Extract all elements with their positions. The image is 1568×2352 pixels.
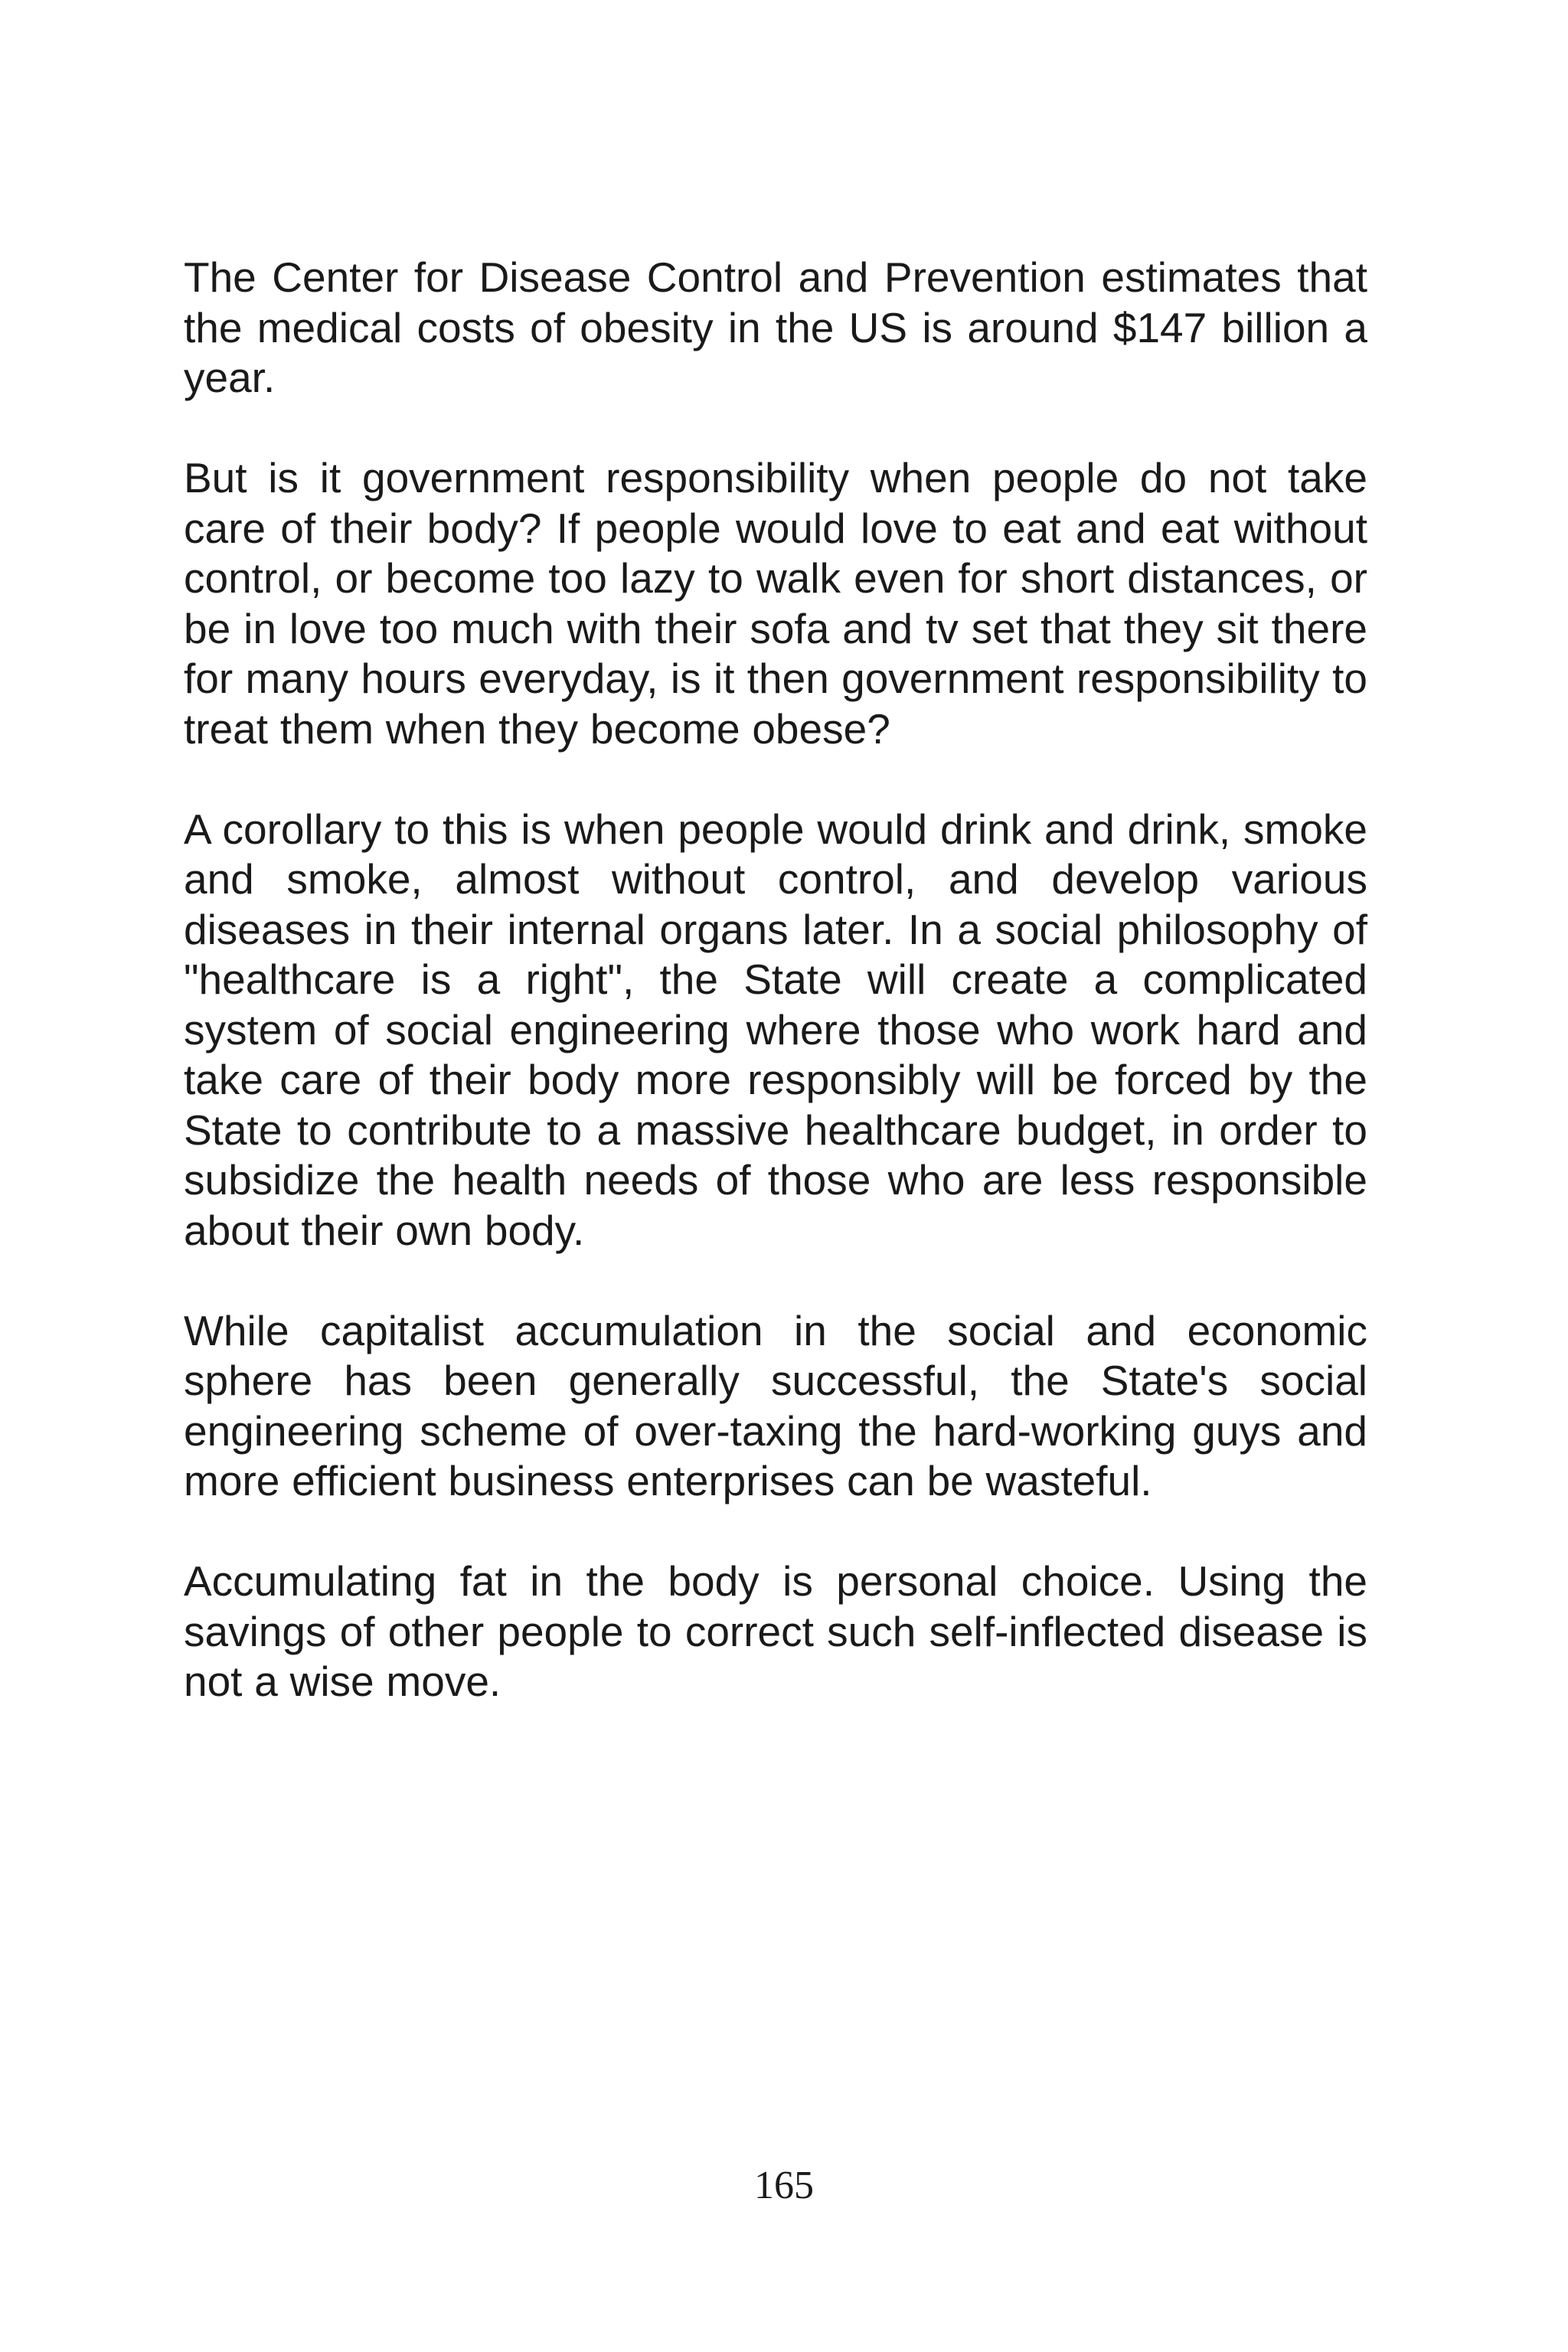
paragraph-obesity-costs: The Center for Disease Control and Prevention estimates that the medical costs of obesity in the US is around $147 billion a year. bbox=[184, 253, 1367, 401]
body-text bbox=[184, 253, 1367, 1757]
page-number: 165 bbox=[754, 2164, 814, 2207]
paragraph-corollary: A corollary to this is when people would drink and drink, smoke and smoke, almost without control, and develop various diseases in their internal organs later. In a social philosophy of "healthcare is a right", the State will create a complicated system of social engineering where those who work hard and take care of their body more responsibly will be forced by the State to contribute to a massive healthcare budget, in order to subsidize the health needs of those who are less responsible about their own body. bbox=[184, 805, 1367, 1254]
paragraph-capitalist-accumulation: While capitalist accumulation in the social and economic sphere has been generally successful, the State's social engineering scheme of over-taxing the hard-working guys and more efficient business enterprises can be wasteful. bbox=[184, 1306, 1367, 1504]
paragraph-personal-choice: Accumulating fat in the body is personal choice. Using the savings of other people to correct such self-inflected disease is not a wise move. bbox=[184, 1557, 1367, 1705]
paragraph-government-responsibility: But is it government responsibility when people do not take care of their body? If people would love to eat and eat without control, or become too lazy to walk even for short distances, or be in love too much with their sofa and tv set that they sit there for many hours everyday, is it then government responsibility to treat them when they become obese? bbox=[184, 454, 1367, 753]
